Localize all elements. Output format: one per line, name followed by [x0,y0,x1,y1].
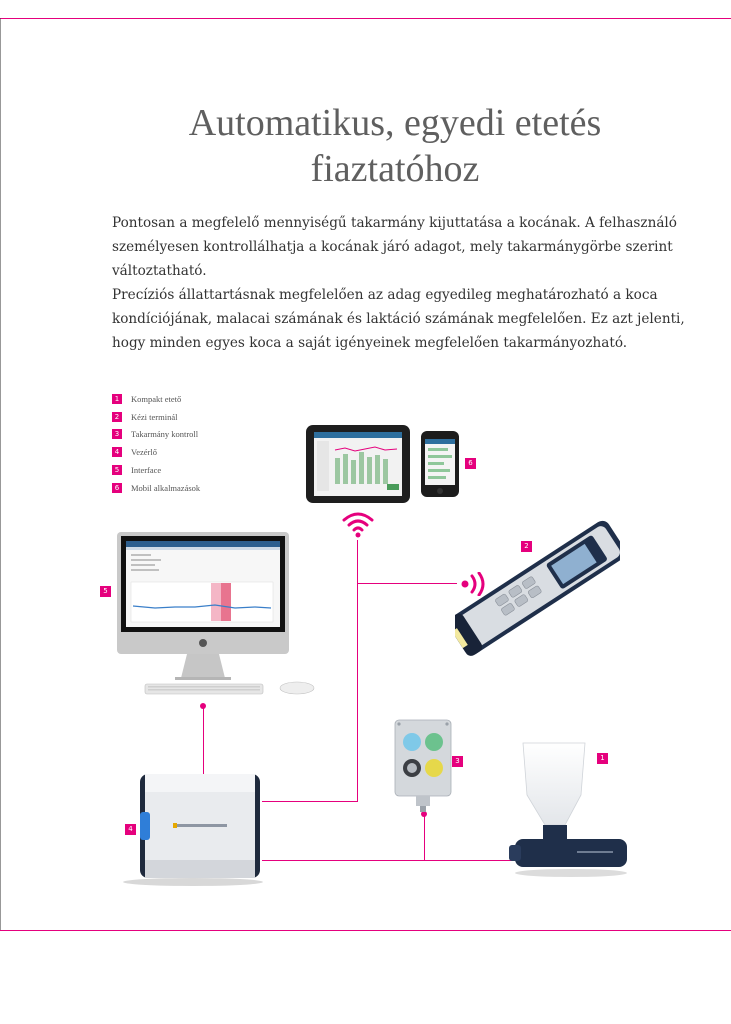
badge-feeder: 1 [597,753,608,764]
badge-controller: 4 [125,824,136,835]
wifi-icon [340,508,376,538]
legend-number: 2 [112,412,122,422]
imac-image [115,530,330,702]
paragraph-2: Precíziós állattartásnak megfelelően az adag egyedileg meghatározható a koca kondíciójának, malacai számának és laktáció számának megfelelően. Ez azt jelenti, hogy minden egyes koca a saját igényeinek megfelelően takarmányozható. [112,287,685,351]
wire-dot [200,703,206,709]
wire-control-box-down [424,814,425,860]
title-line-2: fiaztatóhoz [310,148,480,190]
badge-control: 3 [452,756,463,767]
legend-item [112,408,200,426]
legend-label: Kompakt etető [131,393,182,404]
compact-feeder-image [505,735,635,880]
phone-image [420,430,460,498]
badge-handheld: 2 [521,541,532,552]
legend-number: 5 [112,465,122,475]
top-rule [0,18,731,19]
legend-number: 6 [112,483,122,493]
wire-controller-top [262,801,358,802]
badge-mobile: 6 [465,458,476,469]
intro-text [112,211,712,355]
legend-number: 4 [112,447,122,457]
legend-label: Mobil alkalmazások [131,482,201,493]
bottom-rule [0,930,731,931]
title-line-1: Automatikus, egyedi etetés [188,102,602,144]
page-title [100,100,690,192]
legend-label: Interface [131,465,162,476]
legend [112,390,200,497]
legend-label: Takarmány kontroll [131,429,199,440]
handheld-terminal-image [455,508,620,668]
legend-item [112,461,200,479]
feed-control-box-image [393,718,455,814]
legend-item [112,479,200,497]
controller-box-image [115,770,270,888]
legend-label: Kézi terminál [131,411,178,422]
legend-label: Vezérlő [131,447,157,458]
wire-to-handheld [357,583,457,584]
legend-item [112,443,200,461]
tablet-image [305,424,411,506]
legend-item [112,426,200,444]
legend-number: 1 [112,394,122,404]
paragraph-1: Pontosan a megfelelő mennyiségű takarmány kijuttatása a kocának. A felhasználó személyesen kontrollálhatja a kocának járó adagot, mely takarmánygörbe szerint változtatható. [112,215,677,279]
wire-imac-down [203,706,204,776]
legend-number: 3 [112,429,122,439]
legend-item [112,390,200,408]
left-rule [0,18,1,931]
wire-controller-bottom [262,860,520,861]
wire-wifi-vertical [357,540,358,802]
badge-interface: 5 [100,586,111,597]
